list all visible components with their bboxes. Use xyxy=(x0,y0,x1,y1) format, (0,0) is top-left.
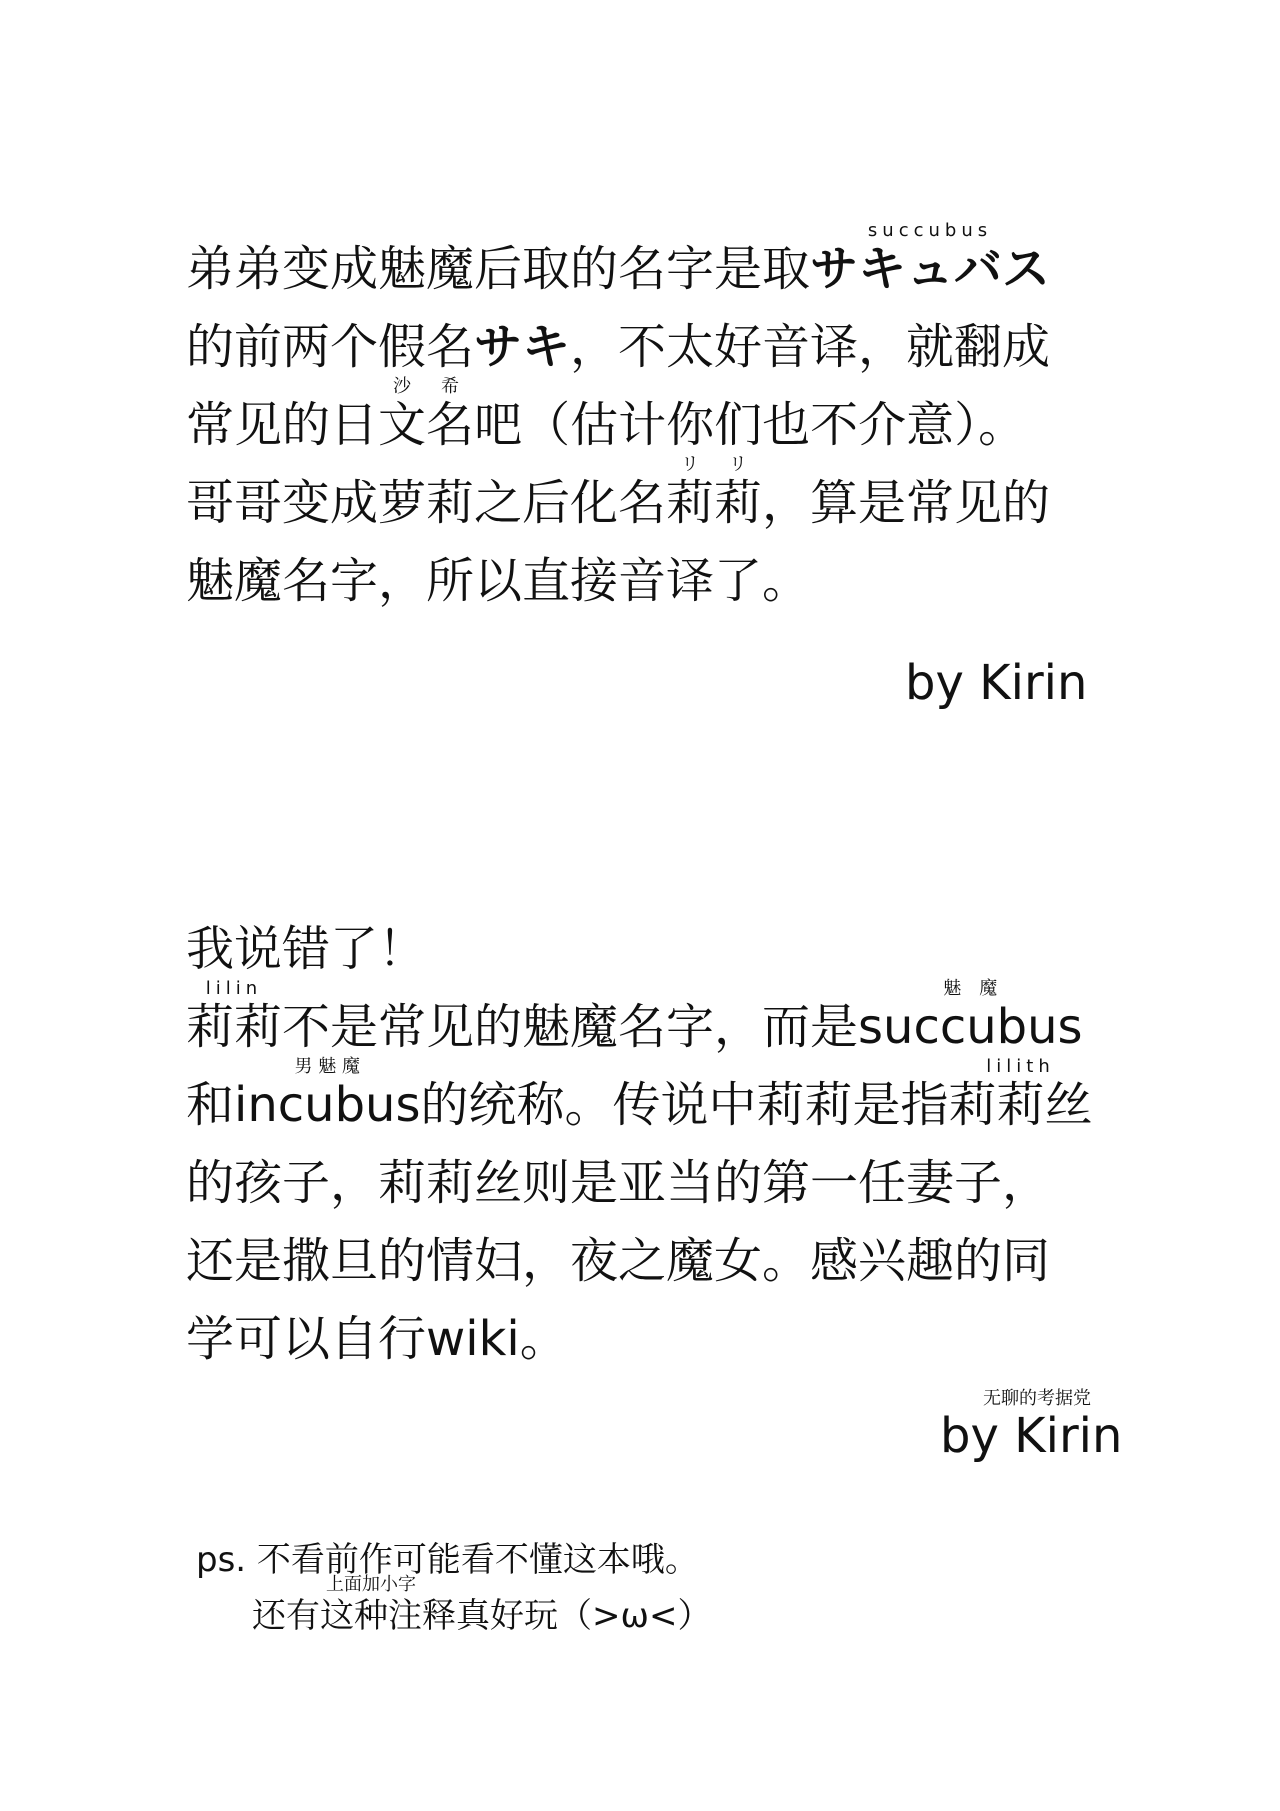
text-segment: 常见的 xyxy=(186,397,331,453)
ruby-text: 男 魅 魔 xyxy=(294,1056,360,1077)
text-segment: 和 xyxy=(186,1077,235,1133)
ruby-text: lilin xyxy=(205,978,263,999)
note-line xyxy=(186,454,1146,542)
text-segment: 吧（估计你们也不介意）。 xyxy=(474,397,1027,453)
text-segment: 莉 xyxy=(666,475,715,531)
note-section-1 xyxy=(186,220,1146,620)
ruby-text: succubus xyxy=(867,220,993,241)
ruby-text: lilith xyxy=(986,1056,1055,1077)
note-line xyxy=(186,1056,1146,1144)
text-segment: ，算是常见的 xyxy=(762,475,1051,531)
ruby-text: リ xyxy=(681,454,700,475)
ps-note xyxy=(196,1532,711,1644)
ruby-annotation xyxy=(426,376,475,464)
note-line xyxy=(186,376,1146,464)
text-segment: incubus xyxy=(234,1077,421,1133)
ruby-annotation xyxy=(810,220,1051,308)
text-segment: 的前两个假名 xyxy=(186,319,475,375)
signature-note: 无聊的考据党 xyxy=(983,1388,1091,1409)
ruby-annotation xyxy=(320,1574,422,1644)
ruby-text: 魅 魔 xyxy=(943,978,998,999)
ruby-annotation xyxy=(714,454,763,542)
text-segment: 弟弟变成魅魔后取的名字是取 xyxy=(186,241,811,297)
ps-line: ps. 不看前作可能看不懂这本哦。 xyxy=(196,1540,699,1580)
note-line xyxy=(186,978,1146,1066)
note-line xyxy=(186,220,1146,308)
ruby-annotation xyxy=(186,978,283,1066)
text-segment: 的统称。传说中莉莉是指 xyxy=(420,1077,949,1133)
note-section-2 xyxy=(186,910,1146,1378)
text-segment: 名 xyxy=(426,397,475,453)
ruby-annotation xyxy=(858,978,1083,1066)
ruby-text: 希 xyxy=(441,376,460,397)
text-segment: 莉莉 xyxy=(186,999,283,1055)
signature: by Kirin xyxy=(905,655,1088,711)
ruby-annotation xyxy=(234,1056,421,1144)
text-segment: 莉 xyxy=(714,475,763,531)
text-segment: 日 xyxy=(330,397,379,453)
katakana-text: サキ xyxy=(474,319,571,375)
text-segment: 哥哥变成萝莉之后化名 xyxy=(186,475,667,531)
note-line: 学可以自行wiki。 xyxy=(186,1311,568,1367)
katakana-text: サキュバス xyxy=(810,241,1051,297)
text-segment: 不是常见的魅魔名字，而是 xyxy=(282,999,859,1055)
ruby-text: リ xyxy=(729,454,748,475)
note-line: 还是撒旦的情妇，夜之魔女。感兴趣的同 xyxy=(186,1233,1051,1289)
note-line xyxy=(186,308,1146,386)
text-segment: 还有 xyxy=(252,1596,320,1636)
ruby-text: 沙 xyxy=(393,376,412,397)
ps-line xyxy=(196,1574,712,1644)
ruby-annotation xyxy=(378,376,427,464)
text-segment: 莉莉丝 xyxy=(948,1077,1093,1133)
ruby-annotation xyxy=(948,1056,1093,1144)
signature: by Kirin xyxy=(940,1408,1123,1464)
text-segment: ，不太好音译，就翻成 xyxy=(570,319,1051,375)
note-line: 魅魔名字，所以直接音译了。 xyxy=(186,553,811,609)
note-line: 我说错了！ xyxy=(186,921,427,977)
text-segment: 这种注 xyxy=(320,1596,422,1636)
text-segment: succubus xyxy=(858,999,1083,1055)
text-segment: 释真好玩（>ω<） xyxy=(422,1596,712,1636)
ruby-text: 上面加小字 xyxy=(326,1574,416,1595)
note-line: 的孩子，莉莉丝则是亚当的第一任妻子， xyxy=(186,1155,1051,1211)
text-segment: 文 xyxy=(378,397,427,453)
ruby-annotation xyxy=(666,454,715,542)
